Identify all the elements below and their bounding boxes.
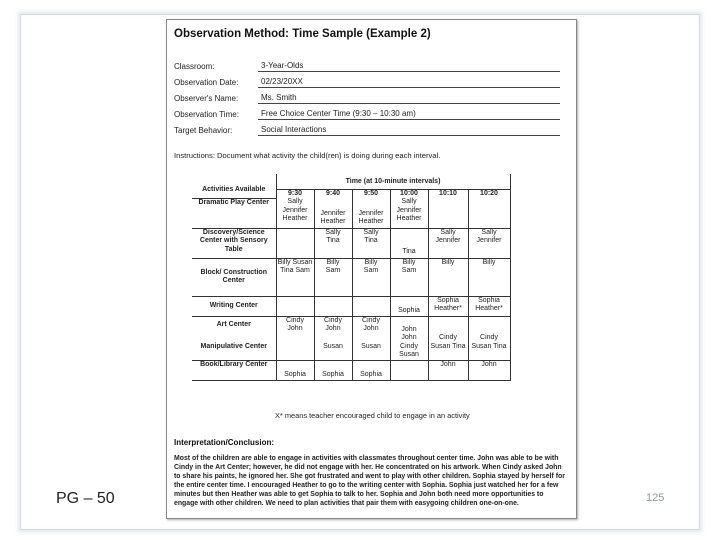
table-cell bbox=[390, 360, 428, 380]
time-header: Time (at 10-minute intervals) bbox=[276, 174, 510, 189]
table-cell: Susan bbox=[352, 334, 390, 360]
table-cell bbox=[276, 334, 314, 360]
table-row bbox=[192, 198, 510, 228]
activity-cell: Writing Center bbox=[192, 296, 276, 316]
table-cell bbox=[468, 316, 510, 334]
table-cell: Sophia bbox=[314, 360, 352, 380]
page-number: 125 bbox=[646, 492, 665, 504]
table-cell: Sally Jennifer Heather bbox=[276, 198, 314, 228]
activity-cell: Dramatic Play Center bbox=[192, 198, 276, 228]
footnote: X* means teacher encouraged child to engage in an activity bbox=[275, 411, 470, 420]
table-cell: Billy bbox=[428, 258, 468, 296]
field-label: Observation Date: bbox=[174, 78, 239, 87]
table-row bbox=[192, 334, 510, 360]
field-value: 3-Year-Olds bbox=[258, 60, 560, 72]
time-label: 9:50 bbox=[352, 189, 390, 198]
table-row bbox=[192, 228, 510, 258]
time-label: 10:10 bbox=[428, 189, 468, 198]
time-label: 10:20 bbox=[468, 189, 510, 198]
activity-cell: Discovery/Science Center with Sensory Table bbox=[192, 228, 276, 258]
table-cell bbox=[352, 296, 390, 316]
table-cell: John bbox=[468, 360, 510, 380]
table-row bbox=[192, 258, 510, 296]
table-row bbox=[192, 316, 510, 334]
table-cell: Billy Sam bbox=[314, 258, 352, 296]
time-label: 9:30 bbox=[276, 189, 314, 198]
table-cell: Cindy John bbox=[352, 316, 390, 334]
time-sample-table bbox=[192, 174, 511, 381]
table-cell: John bbox=[428, 360, 468, 380]
table-cell: John bbox=[390, 316, 428, 334]
table-cell: Sally Jennifer bbox=[468, 228, 510, 258]
table-cell bbox=[428, 316, 468, 334]
table-cell: John Cindy Susan bbox=[390, 334, 428, 360]
table-cell: Sally Tina bbox=[352, 228, 390, 258]
table-cell: Cindy Susan Tina bbox=[468, 334, 510, 360]
table-cell bbox=[314, 296, 352, 316]
table-cell: Sophia bbox=[390, 296, 428, 316]
activities-header: Activities Available bbox=[192, 174, 276, 198]
field-classroom bbox=[174, 60, 560, 74]
pg-label: PG – 50 bbox=[56, 490, 115, 507]
table-cell bbox=[276, 296, 314, 316]
field-label: Target Behavior: bbox=[174, 126, 233, 135]
time-label: 9:40 bbox=[314, 189, 352, 198]
table-cell: Billy bbox=[468, 258, 510, 296]
field-observation-time bbox=[174, 108, 560, 122]
field-observation-date bbox=[174, 76, 560, 90]
table-cell bbox=[428, 198, 468, 228]
table-cell: Cindy John bbox=[314, 316, 352, 334]
table-row bbox=[192, 360, 510, 380]
field-value: Free Choice Center Time (9:30 – 10:30 am) bbox=[258, 108, 560, 120]
table-cell: Jennifer Heather bbox=[314, 198, 352, 228]
table-cell: Billy Sam bbox=[352, 258, 390, 296]
activity-cell: Block/ Construction Center bbox=[192, 258, 276, 296]
activity-cell: Manipulative Center bbox=[192, 334, 276, 360]
table-cell: Cindy John bbox=[276, 316, 314, 334]
field-observer-name bbox=[174, 92, 560, 106]
document-title: Observation Method: Time Sample (Example 2) bbox=[174, 28, 431, 40]
time-label: 10:00 bbox=[390, 189, 428, 198]
table-cell: Sally Tina bbox=[314, 228, 352, 258]
activity-cell: Art Center bbox=[216, 321, 251, 328]
field-target-behavior bbox=[174, 124, 560, 138]
table-cell: Sophia bbox=[276, 360, 314, 380]
table-cell: Sophia Heather* bbox=[468, 296, 510, 316]
activity-cell: Book/Library Center bbox=[192, 360, 276, 380]
table-cell: Cindy Susan Tina bbox=[428, 334, 468, 360]
table-cell: Sally Jennifer bbox=[428, 228, 468, 258]
field-label: Observer's Name: bbox=[174, 94, 239, 103]
table-cell: Billy Susan Tina Sam bbox=[276, 258, 314, 296]
field-value: Social Interactions bbox=[258, 124, 560, 136]
field-value: 02/23/20XX bbox=[258, 76, 560, 88]
document-page bbox=[166, 19, 577, 519]
table-cell bbox=[468, 198, 510, 228]
table-cell bbox=[276, 228, 314, 258]
table-cell: Billy Sam bbox=[390, 258, 428, 296]
table-cell: Tina bbox=[390, 228, 428, 258]
table-cell: Sophia bbox=[352, 360, 390, 380]
table-cell: Jennifer Heather bbox=[352, 198, 390, 228]
field-label: Observation Time: bbox=[174, 110, 239, 119]
table-row bbox=[192, 296, 510, 316]
table-cell: Susan bbox=[314, 334, 352, 360]
interpretation-text: Most of the children are able to engage in activities with classmates throughout center time. John was able to be with Cindy in the Art Center; however, he did not engage with her. He concentrated on his artwork. When Cindy asked John to share his paints, he ignored her. She got frustrated and went to play with other children. Sophia stayed by herself for the entire center time. I encouraged Heather to go to the writing center with Sophia. Sophia just watched her for a few minutes but then Heather was able to get Sophia to talk to her. Sophia and John both need more opportunities to engage with other children. We need to plan activities that pair them with easygoing children one-on-one. bbox=[174, 455, 565, 507]
table-cell: Sally Jennifer Heather bbox=[390, 198, 428, 228]
instructions: Instructions: Document what activity the child(ren) is doing during each interval. bbox=[174, 151, 441, 160]
field-label: Classroom: bbox=[174, 62, 215, 71]
field-value: Ms. Smith bbox=[258, 92, 560, 104]
table-cell: Sophia Heather* bbox=[428, 296, 468, 316]
interpretation-title: Interpretation/Conclusion: bbox=[174, 438, 274, 447]
